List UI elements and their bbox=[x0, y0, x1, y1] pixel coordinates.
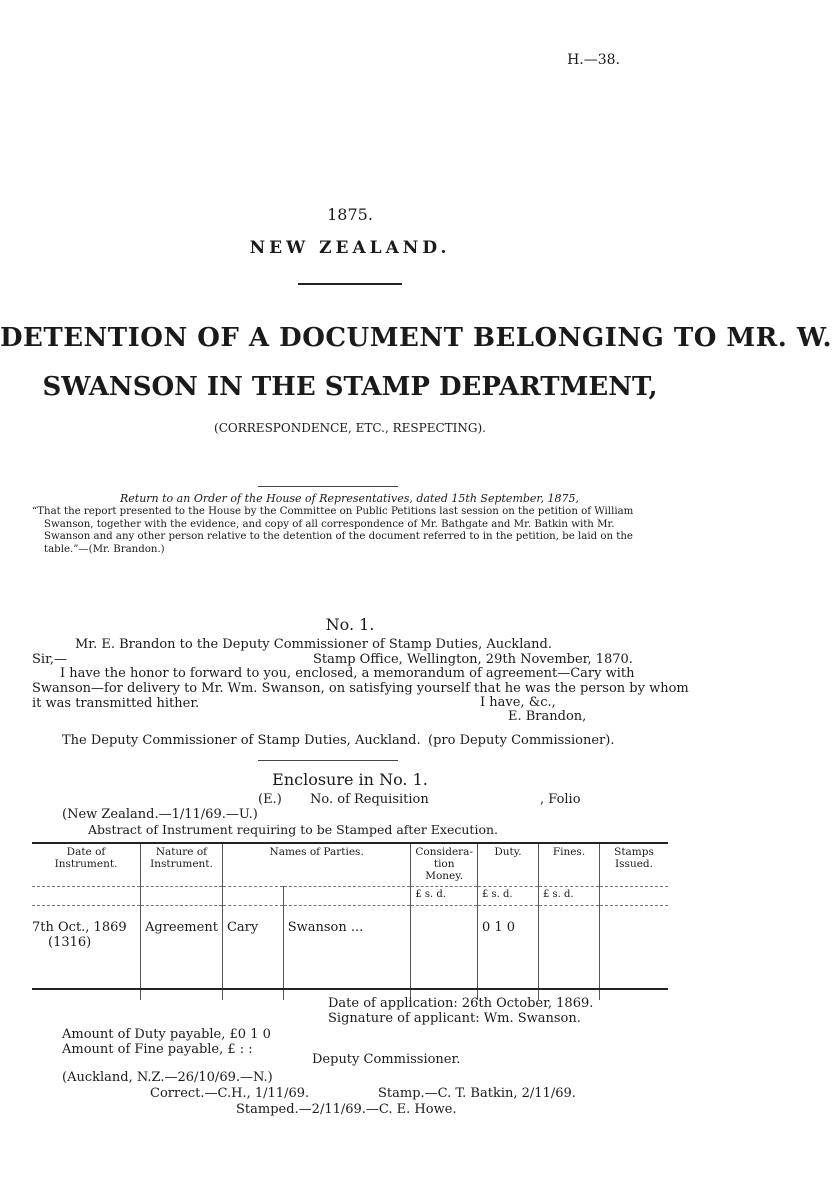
applicant-signature: Signature of applicant: Wm. Swanson. bbox=[328, 1011, 581, 1026]
letter-from-line: Mr. E. Brandon to the Deputy Commissioner of Stamp Duties, Auckland. bbox=[75, 637, 552, 652]
divider bbox=[258, 486, 398, 487]
table-cell-duty: 0 1 0 bbox=[478, 906, 539, 1001]
table-header: Date of Instrument. bbox=[32, 844, 141, 887]
letter-signer-role: (pro Deputy Commissioner). bbox=[428, 733, 615, 748]
table-header: Stamps Issued. bbox=[600, 844, 669, 887]
stamp-note: Stamp.—C. T. Batkin, 2/11/69. bbox=[378, 1086, 576, 1101]
form-reference: (New Zealand.—1/11/69.—U.) bbox=[62, 807, 258, 822]
document-title-line1: DETENTION OF A DOCUMENT BELONGING TO MR. W. bbox=[0, 323, 832, 353]
fine-payable: Amount of Fine payable, £ : : bbox=[62, 1042, 253, 1057]
stamped-note: Stamped.—2/11/69.—C. E. Howe. bbox=[236, 1102, 457, 1117]
order-text-line: table.”—(Mr. Brandon.) bbox=[44, 543, 165, 555]
page-reference: H.—38. bbox=[567, 52, 620, 68]
letter-addressee: The Deputy Commissioner of Stamp Duties, Auckland. bbox=[62, 733, 421, 748]
table-header-row bbox=[32, 844, 668, 887]
table-row bbox=[32, 906, 668, 1001]
letter-place-date: Stamp Office, Wellington, 29th November, 1870. bbox=[313, 652, 633, 667]
table-header: Fines. bbox=[539, 844, 600, 887]
instrument-date: 7th Oct., 1869 bbox=[32, 920, 127, 935]
table-cell-date bbox=[32, 906, 141, 1001]
deputy-commissioner: Deputy Commissioner. bbox=[312, 1052, 461, 1067]
form-code: (E.) bbox=[258, 792, 282, 807]
table-cell bbox=[600, 906, 669, 1001]
table-cell-nature: Agreement bbox=[141, 906, 223, 1001]
table-unit-cell: £ s. d. bbox=[478, 887, 539, 906]
document-title-line2: SWANSON IN THE STAMP DEPARTMENT, bbox=[42, 372, 658, 402]
order-text-line: “That the report presented to the House by the Committee on Public Petitions last session on the petition of William bbox=[32, 506, 634, 517]
letter-signer: E. Brandon, bbox=[508, 709, 587, 724]
table-cell bbox=[283, 887, 411, 906]
section-heading-no1: No. 1. bbox=[325, 615, 375, 634]
duty-payable: Amount of Duty payable, £0 1 0 bbox=[62, 1027, 271, 1042]
order-text-line: Swanson and any other person relative to the detention of the document referred to in the petition, be laid on the bbox=[44, 531, 633, 542]
table-unit-cell: £ s. d. bbox=[411, 887, 478, 906]
order-text-line: Swanson, together with the evidence, and copy of all correspondence of Mr. Bathgate and Mr. Batkin with Mr. bbox=[44, 518, 615, 530]
correct-note: Correct.—C.H., 1/11/69. bbox=[150, 1086, 310, 1101]
table-header: Duty. bbox=[478, 844, 539, 887]
enclosure-heading: Enclosure in No. 1. bbox=[272, 770, 428, 789]
abstract-title: Abstract of Instrument requiring to be Stamped after Execution. bbox=[88, 822, 498, 837]
application-date: Date of application: 26th October, 1869. bbox=[328, 996, 594, 1011]
letter-body-line: it was transmitted hither. bbox=[32, 696, 200, 711]
letter-body bbox=[32, 666, 689, 711]
document-subtitle: (CORRESPONDENCE, ETC., RESPECTING). bbox=[214, 421, 486, 435]
table-units-row bbox=[32, 887, 668, 906]
table-cell bbox=[411, 906, 478, 1001]
instrument-number: (1316) bbox=[48, 935, 92, 950]
table-cell bbox=[539, 906, 600, 1001]
requisition-number: No. of Requisition bbox=[310, 792, 429, 807]
table-header: Names of Parties. bbox=[222, 844, 410, 887]
letter-body-line: I have the honor to forward to you, enclosed, a memorandum of agreement—Cary with bbox=[60, 666, 635, 681]
country-heading: NEW ZEALAND. bbox=[249, 238, 451, 258]
divider bbox=[258, 760, 398, 761]
table-cell-party: Cary bbox=[222, 906, 283, 1001]
table-cell bbox=[600, 887, 669, 906]
letter-salutation: Sir,— bbox=[32, 652, 67, 667]
year: 1875. bbox=[327, 205, 373, 224]
letter-closing: I have, &c., bbox=[480, 695, 556, 710]
letter-body-line: Swanson—for delivery to Mr. Wm. Swanson, on satisfying yourself that he was the person by whom bbox=[32, 681, 689, 696]
table-header: Considera- tion Money. bbox=[411, 844, 478, 887]
auckland-reference: (Auckland, N.Z.—26/10/69.—N.) bbox=[62, 1070, 273, 1085]
order-text bbox=[32, 506, 633, 556]
table-cell bbox=[222, 887, 283, 906]
table-cell-party: Swanson ... bbox=[283, 906, 411, 1001]
table-cell bbox=[32, 887, 141, 906]
table-cell bbox=[141, 887, 223, 906]
table-bottom-rule bbox=[32, 988, 668, 990]
folio: , Folio bbox=[540, 792, 581, 807]
abstract-table bbox=[32, 844, 668, 1000]
table-unit-cell: £ s. d. bbox=[539, 887, 600, 906]
divider bbox=[298, 283, 402, 285]
return-order: Return to an Order of the House of Representatives, dated 15th September, 1875, bbox=[120, 492, 579, 505]
table-header: Nature of Instrument. bbox=[141, 844, 223, 887]
